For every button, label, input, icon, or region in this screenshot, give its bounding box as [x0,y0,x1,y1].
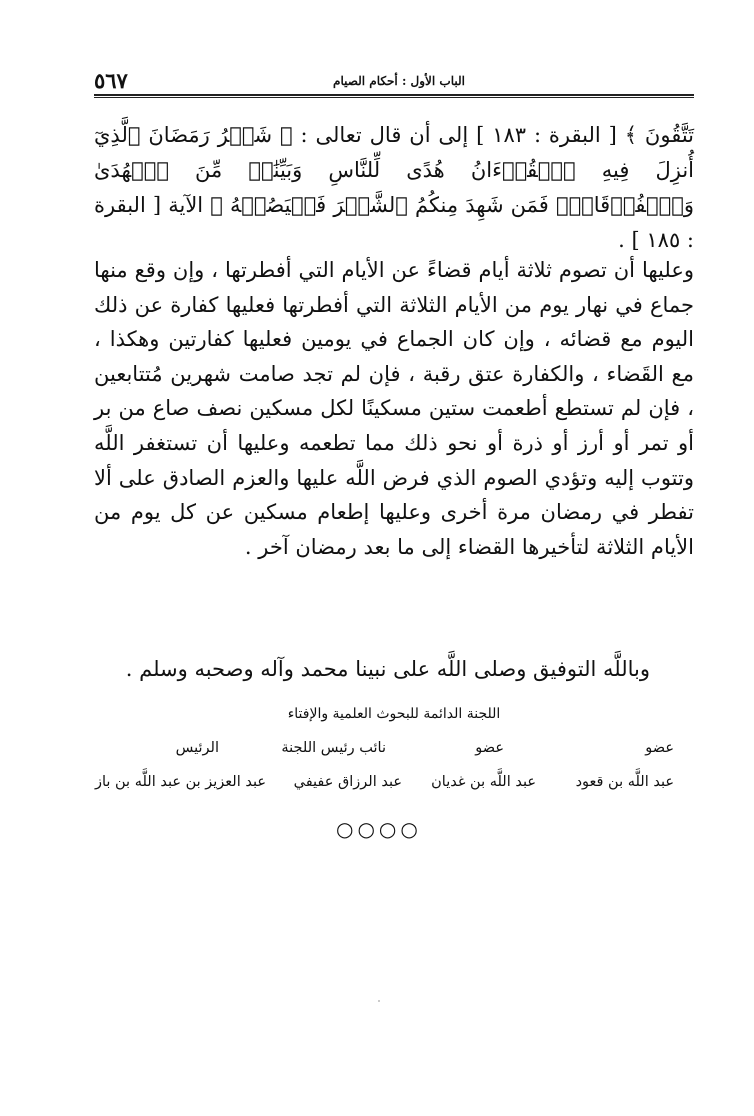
closing-line: وباللَّه التوفيق وصلى اللَّه على نبينا محمد وآله وصحبه وسلم . [125,657,650,681]
quran-quote-paragraph: تَتَّقُونَ ﴾ [ البقرة : ١٨٣ ] إلى أن قال تعالى : ﴿ شَهۡرُ رَمَضَانَ ٱلَّذِيٓ أُنزِلَ فِيهِ ٱلۡقُرۡءَانُ هُدًى لِّلنَّاسِ وَبَيِّنَٰتٖ مِّنَ ٱلۡهُدَىٰ وَٱلۡفُرۡقَانِۚ فَمَن شَهِدَ مِنكُمُ ٱلشَّهۡرَ فَلۡيَصُمۡهُ ﴾ الآية [ البقرة : ١٨٥ ] . [94,123,694,252]
signatory-role: عضو [475,740,504,756]
signatory-name: عبد اللَّه بن غديان [431,774,536,790]
signatory-role: الرئيس [175,740,219,756]
signatory-name: عبد الرزاق عفيفي [293,774,402,790]
committee-name: اللجنة الدائمة للبحوث العلمية والإفتاء [287,706,501,722]
scan-speck [378,1000,380,1002]
signatory-role: عضو [645,740,674,756]
page-header [94,70,694,92]
page-number: ٥٦٧ [94,68,128,93]
signatory-name: عبد اللَّه بن قعود [575,774,674,790]
section-end-marks: ○○○○ [336,817,422,841]
signatory-name: عبد العزيز بن عبد اللَّه بن باز [94,774,266,790]
ruling-paragraph: وعليها أن تصوم ثلاثة أيام قضاءً عن الأيام التي أفطرتها ، وإن وقع منها جماع في نهار يوم من الأيام الثلاثة التي أفطرتها فعليها كفارة عن ذلك اليوم مع قضائه ، وإن كان الجماع في يومين فعليها كفارتين وهكذا ، مع القَضاء ، والكفارة عتق رقبة ، فإن لم تجد صامت شهرين مُتتابعين ، فإن لم تستطع أطعمت ستين مسكينًا لكل مسكين نصف صاع من بر أو تمر أو أرز أو ذرة أو نحو ذلك مما تطعمه وعليها أن تستغفر اللَّه وتتوب إليه وتؤدي الصوم الذي فرض اللَّه عليها والعزم الصادق على ألا تفطر في رمضان مرة أخرى وعليها إطعام مسكين عن كل يوم من الأيام الثلاثة لتأخيرها القضاء إلى ما بعد رمضان آخر . [94,258,694,559]
signatory-role: نائب رئيس اللجنة [281,740,386,756]
header-rule [94,94,694,98]
running-title: الباب الأول : أحكام الصيام [333,74,465,88]
